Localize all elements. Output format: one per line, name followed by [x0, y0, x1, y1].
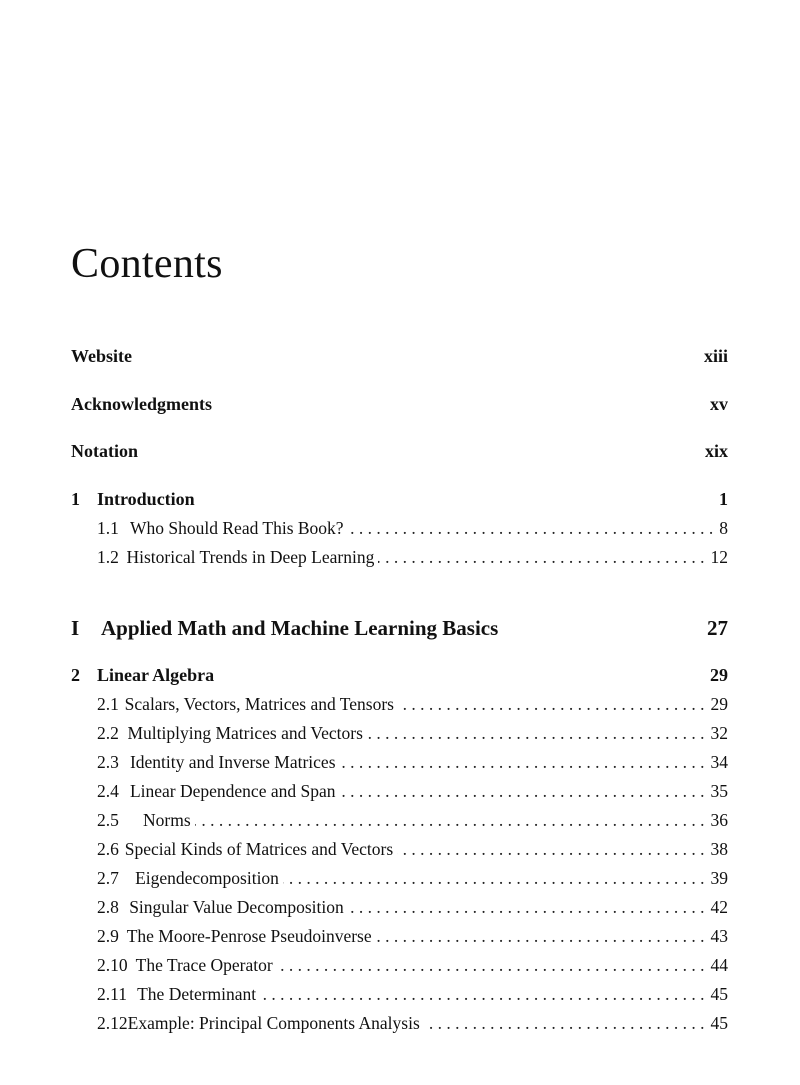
section-number: 2.1	[97, 694, 119, 714]
section-number: 2.6	[97, 839, 119, 859]
chapter-number: 1	[71, 489, 80, 509]
section-number: 2.12	[97, 1013, 128, 1033]
toc-chapter-2[interactable]	[71, 665, 728, 691]
dot-leader	[195, 810, 705, 831]
section-number: 2.7	[97, 868, 119, 888]
dot-leader	[340, 752, 705, 773]
toc-section-2-11[interactable]	[97, 984, 728, 1010]
toc-section-2-12[interactable]	[97, 1013, 728, 1039]
section-page: 29	[710, 694, 728, 714]
entry-page: xv	[710, 394, 728, 414]
section-number: 2.10	[97, 955, 128, 975]
section-page: 35	[710, 781, 728, 801]
section-number: 1.2	[97, 547, 119, 567]
entry-label: Acknowledgments	[71, 394, 213, 414]
chapter-page: 1	[719, 489, 728, 509]
toc-entry-website[interactable]	[71, 346, 728, 372]
toc-section-2-1[interactable]	[97, 694, 728, 720]
section-number: 2.5	[97, 810, 119, 830]
dot-leader	[339, 781, 704, 802]
toc-section-2-6[interactable]	[97, 839, 728, 865]
section-number: 2.11	[97, 984, 127, 1004]
chapter-page: 29	[710, 665, 728, 685]
section-page: 45	[710, 1013, 728, 1033]
section-label: Who Should Read This Book?	[130, 518, 344, 538]
section-page: 45	[710, 984, 728, 1004]
toc-section-2-5[interactable]	[97, 810, 728, 836]
entry-label: Notation	[71, 441, 138, 461]
toc-section-2-9[interactable]	[97, 926, 728, 952]
section-page: 12	[710, 547, 728, 567]
toc-chapter-1[interactable]	[71, 489, 728, 515]
section-page: 8	[719, 518, 728, 538]
dot-leader	[283, 868, 705, 889]
page-title: Contents	[71, 241, 223, 288]
dot-leader	[348, 897, 705, 918]
dot-leader	[277, 955, 705, 976]
section-page: 36	[710, 810, 728, 830]
section-label: Linear Dependence and Span	[129, 781, 336, 801]
dot-leader	[397, 839, 704, 860]
section-number: 2.3	[97, 752, 119, 772]
toc-part-1[interactable]	[71, 616, 728, 642]
section-number: 2.2	[97, 723, 119, 743]
toc-section-2-4[interactable]	[97, 781, 728, 807]
section-page: 34	[710, 752, 728, 772]
toc-section-2-8[interactable]	[97, 897, 728, 923]
section-label: The Trace Operator	[135, 955, 273, 975]
section-label: Scalars, Vectors, Matrices and Tensors	[124, 694, 394, 714]
chapter-label: Linear Algebra	[97, 665, 215, 685]
section-number: 2.8	[97, 897, 119, 917]
dot-leader	[424, 1013, 705, 1034]
section-label: Singular Value Decomposition	[129, 897, 344, 917]
dot-leader	[260, 984, 704, 1005]
entry-label: Website	[71, 346, 132, 366]
section-label: Special Kinds of Matrices and Vectors	[124, 839, 394, 859]
section-page: 32	[710, 723, 728, 743]
section-page: 43	[710, 926, 728, 946]
dot-leader	[376, 926, 705, 947]
toc-section-2-10[interactable]	[97, 955, 728, 981]
section-number: 2.9	[97, 926, 119, 946]
entry-page: xix	[704, 441, 728, 461]
dot-leader	[367, 723, 705, 744]
section-label: The Determinant	[137, 984, 257, 1004]
toc-entry-notation[interactable]	[71, 441, 728, 467]
section-label: Example: Principal Components Analysis	[127, 1013, 420, 1033]
section-label: The Moore-Penrose Pseudoinverse	[126, 926, 372, 946]
dot-leader	[378, 547, 704, 568]
section-page: 44	[710, 955, 728, 975]
toc-section-2-2[interactable]	[97, 723, 728, 749]
part-label: Applied Math and Machine Learning Basics	[101, 616, 499, 640]
chapter-label: Introduction	[97, 489, 195, 509]
entry-page: xiii	[703, 346, 728, 366]
part-page: 27	[707, 616, 728, 640]
section-label: Norms	[143, 810, 191, 830]
section-number: 1.1	[97, 518, 119, 538]
section-page: 38	[710, 839, 728, 859]
section-label: Eigendecomposition	[135, 868, 279, 888]
section-number: 2.4	[97, 781, 119, 801]
section-page: 39	[710, 868, 728, 888]
toc-section-2-7[interactable]	[97, 868, 728, 894]
toc-section-1-1[interactable]	[97, 518, 728, 544]
part-number: I	[71, 616, 80, 640]
section-label: Identity and Inverse Matrices	[129, 752, 336, 772]
toc-section-2-3[interactable]	[97, 752, 728, 778]
toc-entry-acknowledgments[interactable]	[71, 394, 728, 420]
section-label: Multiplying Matrices and Vectors	[127, 723, 363, 743]
toc-section-1-2[interactable]	[97, 547, 728, 573]
chapter-number: 2	[71, 665, 80, 685]
section-page: 42	[710, 897, 728, 917]
section-label: Historical Trends in Deep Learning	[126, 547, 375, 567]
dot-leader	[348, 518, 714, 539]
dot-leader	[398, 694, 705, 715]
